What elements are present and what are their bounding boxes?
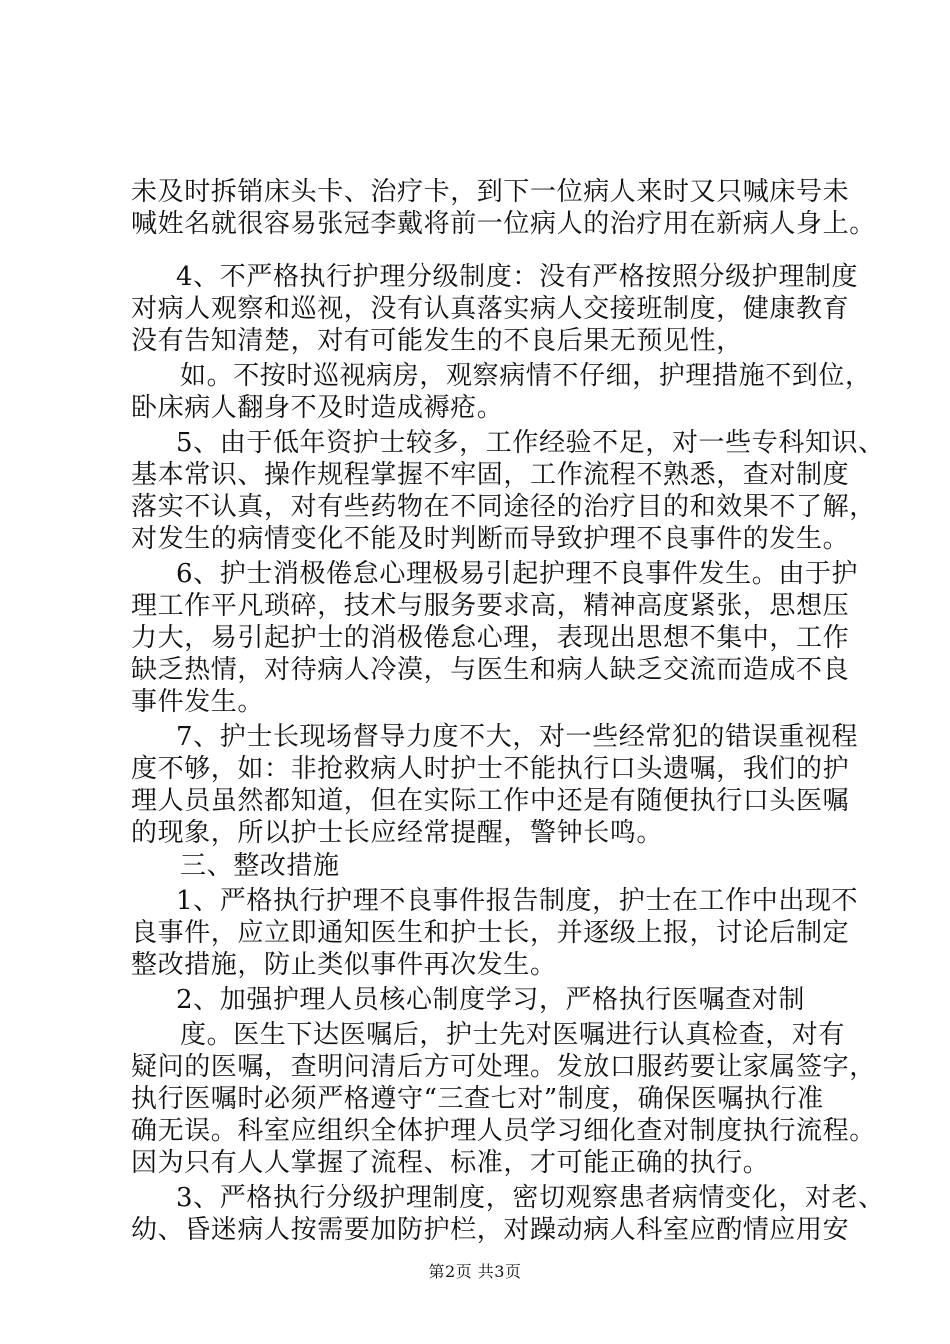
text-line: 卧床病人翻身不及时造成褥疮。 (131, 393, 504, 423)
text-line: 事件发生。 (131, 687, 265, 717)
text-line: 对病人观察和巡视，没有认真落实病人交接班制度，健康教育 (131, 294, 850, 324)
text-line: 对发生的病情变化不能及时判断而导致护理不良事件的发生。 (131, 524, 850, 554)
text-line: 度。医生下达医嘱后，护士先对医嘱进行认真检查，对有 (180, 1020, 846, 1050)
text-line: 喊姓名就很容易张冠李戴将前一位病人的治疗用在新病人身上。 (131, 209, 876, 239)
text-line: 7、护士长现场督导力度不大，对一些经常犯的错误重视程 (176, 722, 859, 752)
text-line: 良事件，应立即通知医生和护士长，并逐级上报，讨论后制定 (131, 918, 850, 948)
text-line: 4、不严格执行护理分级制度：没有严格按照分级护理制度 (176, 262, 859, 292)
text-line: 的现象，所以护士长应经常提醒，警钟长鸣。 (131, 818, 664, 848)
text-line: 度不够，如：非抢救病人时护士不能执行口头遗嘱，我们的护 (131, 754, 850, 784)
text-line: 落实不认真，对有些药物在不同途径的治疗目的和效果不了解， (131, 492, 876, 522)
text-line: 因为只有人人掌握了流程、标准，才可能正确的执行。 (131, 1148, 770, 1178)
text-line: 基本常识、操作规程掌握不牢固，工作流程不熟悉，查对制度 (131, 460, 850, 490)
text-line: 未及时拆销床头卡、治疗卡，到下一位病人来时又只喊床号未 (131, 177, 850, 207)
text-line: 5、由于低年资护士较多，工作经验不足，对一些专科知识、 (176, 428, 885, 458)
page-number-footer: 第2页 共3页 (428, 1262, 522, 1281)
text-line: 执行医嘱时必须严格遵守“三查七对”制度，确保医嘱执行准 (131, 1084, 824, 1114)
text-line: 2、加强护理人员核心制度学习，严格执行医嘱查对制 (176, 985, 805, 1015)
text-line: 6、护士消极倦怠心理极易引起护理不良事件发生。由于护 (176, 559, 859, 589)
text-line: 缺乏热情，对待病人冷漠，与医生和病人缺乏交流而造成不良 (131, 655, 850, 685)
text-line: 理人员虽然都知道，但在实际工作中还是有随便执行口头医嘱 (131, 786, 850, 816)
text-line: 疑问的医嘱，查明问清后方可处理。发放口服药要让家属签字， (131, 1052, 876, 1082)
section-heading: 三、整改措施 (180, 851, 340, 881)
text-line: 确无误。科室应组织全体护理人员学习细化查对制度执行流程。 (131, 1116, 876, 1146)
text-line: 如。不按时巡视病房，观察病情不仔细，护理措施不到位， (180, 361, 872, 391)
text-line: 没有告知清楚，对有可能发生的不良后果无预见性， (131, 326, 743, 356)
text-line: 力大，易引起护士的消极倦怠心理，表现出思想不集中，工作 (131, 623, 850, 653)
text-line: 整改措施，防止类似事件再次发生。 (131, 950, 557, 980)
text-line: 幼、昏迷病人按需要加防护栏，对躁动病人科室应酌情应用安 (131, 1215, 850, 1245)
text-line: 理工作平凡琐碎，技术与服务要求高，精神高度紧张，思想压 (131, 591, 850, 621)
text-line: 3、严格执行分级护理制度，密切观察患者病情变化，对老、 (176, 1183, 885, 1213)
text-line: 1、严格执行护理不良事件报告制度，护士在工作中出现不 (176, 886, 859, 916)
